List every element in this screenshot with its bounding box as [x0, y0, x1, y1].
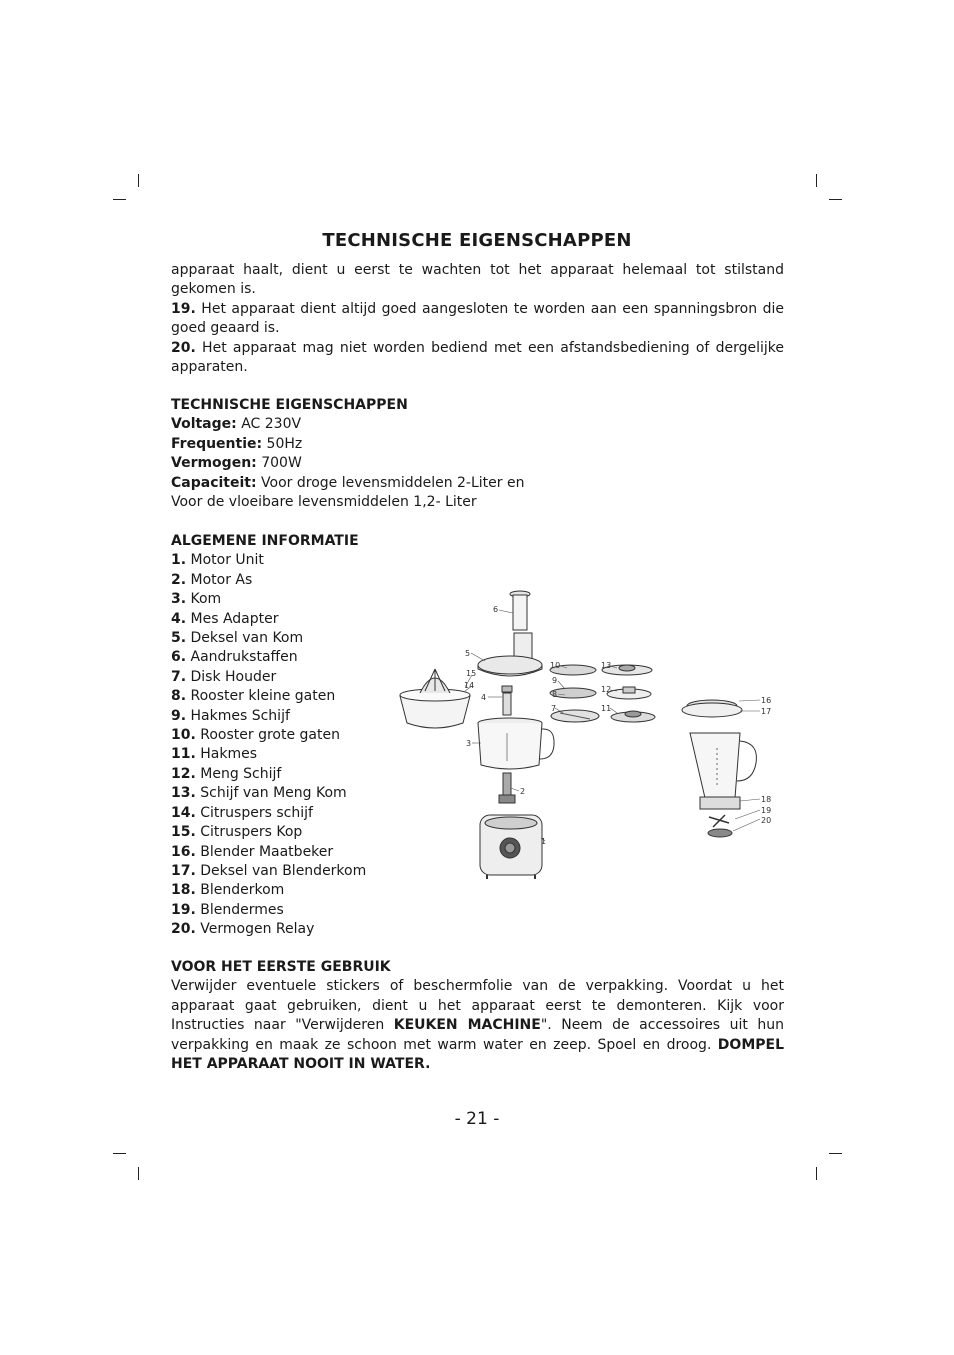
diagram-label: 16 — [761, 696, 772, 705]
list-item: 9. Hakmes Schijf — [171, 707, 290, 724]
list-item: 17. Deksel van Blenderkom — [171, 862, 367, 879]
specs-section — [171, 396, 784, 512]
list-item: 5. Deksel van Kom — [171, 630, 304, 647]
diagram-label: 12 — [601, 685, 612, 694]
first-use-heading: VOOR HET EERSTE GEBRUIK — [171, 959, 391, 975]
diagram-label: 4 — [481, 693, 487, 702]
list-item: 19. Blendermes — [171, 901, 284, 918]
page-title: TECHNISCHE EIGENSCHAPPEN — [322, 230, 632, 251]
list-item: 3. Kom — [171, 591, 222, 608]
list-item: 15. Citruspers Kop — [171, 824, 303, 841]
spec-row: Vermogen: 700W — [171, 455, 302, 472]
diagram-label: 15 — [466, 669, 477, 678]
parts-heading: ALGEMENE INFORMATIE — [171, 533, 359, 549]
list-item: 13. Schijf van Meng Kom — [171, 785, 347, 802]
crop-mark — [816, 174, 817, 187]
specs-heading: TECHNISCHE EIGENSCHAPPEN — [171, 397, 408, 413]
motor-unit-illustration — [480, 815, 542, 879]
list-item: 14. Citruspers schijf — [171, 804, 313, 821]
list-item: 6. Aandrukstaffen — [171, 649, 298, 666]
blender-jug-illustration — [682, 700, 756, 837]
parts-diagram — [395, 583, 770, 883]
diagram-label: 7 — [551, 704, 557, 713]
list-item: 16. Blender Maatbeker — [171, 843, 334, 860]
crop-mark — [113, 199, 126, 200]
list-item: 20. Vermogen Relay — [171, 921, 315, 938]
crop-mark — [829, 199, 842, 200]
crop-mark — [138, 174, 139, 187]
diagram-label: 9 — [552, 676, 558, 685]
pusher-illustration — [510, 591, 530, 630]
diagram-label: 8 — [552, 690, 558, 699]
list-item: 7. Disk Houder — [171, 668, 277, 685]
spec-row: Capaciteit: Voor droge levensmiddelen 2-Liter en — [171, 474, 525, 491]
first-use-paragraph: Verwijder eventuele stickers of beschermfolie van de verpakking. Voordat u het apparaat gaat gebruiken, dient u het apparaat eerst te demonteren. Kijk voor Instructies naar "Verwijderen KEUKEN MACHINE". Neem de accessoires uit hun verpakking en maak ze schoon met warm water en zeep. Spoel en droog. DOMPEL HET APPARAAT NOOIT IN WATER. — [171, 978, 785, 1073]
diagram-label: 17 — [761, 707, 772, 716]
intro-section — [171, 261, 784, 377]
diagram-label: 19 — [761, 806, 772, 815]
list-item: 1. Motor Unit — [171, 552, 264, 569]
crop-mark — [113, 1153, 126, 1154]
diagram-label: 6 — [493, 605, 499, 614]
crop-mark — [829, 1153, 842, 1154]
list-item: 10. Rooster grote gaten — [171, 727, 340, 744]
diagram-label: 1 — [541, 837, 547, 846]
diagram-label: 11 — [601, 704, 612, 713]
motor-shaft-illustration — [499, 773, 515, 803]
diagram-label: 20 — [761, 816, 772, 825]
page-number: - 21 - — [454, 1109, 500, 1129]
crop-mark — [138, 1167, 139, 1180]
first-use-section — [171, 958, 784, 1074]
diagram-label: 14 — [464, 681, 475, 690]
list-item: 18. Blenderkom — [171, 882, 285, 899]
diagram-label: 2 — [520, 787, 526, 796]
list-item: 8. Rooster kleine gaten — [171, 688, 336, 705]
intro-paragraph: 20. Het apparaat mag niet worden bediend met een afstandsbediening of dergelijke apparaten. — [171, 339, 784, 376]
spec-row: Frequentie: 50Hz — [171, 435, 303, 452]
diagram-label: 10 — [550, 661, 561, 670]
spec-row: Voltage: AC 230V — [171, 416, 302, 433]
list-item: 12. Meng Schijf — [171, 765, 282, 782]
spec-row: Voor de vloeibare levensmiddelen 1,2- Liter — [171, 494, 477, 511]
intro-paragraph: apparaat haalt, dient u eerst te wachten tot het apparaat helemaal tot stilstand gekomen is. — [171, 262, 784, 298]
list-item: 4. Mes Adapter — [171, 610, 279, 627]
knife-adapter-illustration — [502, 686, 512, 715]
diagram-label: 5 — [465, 649, 471, 658]
list-item: 11. Hakmes — [171, 746, 258, 763]
diagram-label: 18 — [761, 795, 772, 804]
list-item: 2. Motor As — [171, 571, 253, 588]
diagram-label: 13 — [601, 661, 612, 670]
citrus-press-illustration — [400, 669, 470, 728]
food-bowl-illustration — [478, 718, 554, 769]
bowl-lid-illustration — [478, 633, 542, 676]
diagram-label: 3 — [466, 739, 472, 748]
parts-section — [171, 532, 431, 940]
crop-mark — [816, 1167, 817, 1180]
intro-paragraph: 19. Het apparaat dient altijd goed aangesloten te worden aan een spanningsbron die goed geaard is. — [171, 300, 784, 337]
